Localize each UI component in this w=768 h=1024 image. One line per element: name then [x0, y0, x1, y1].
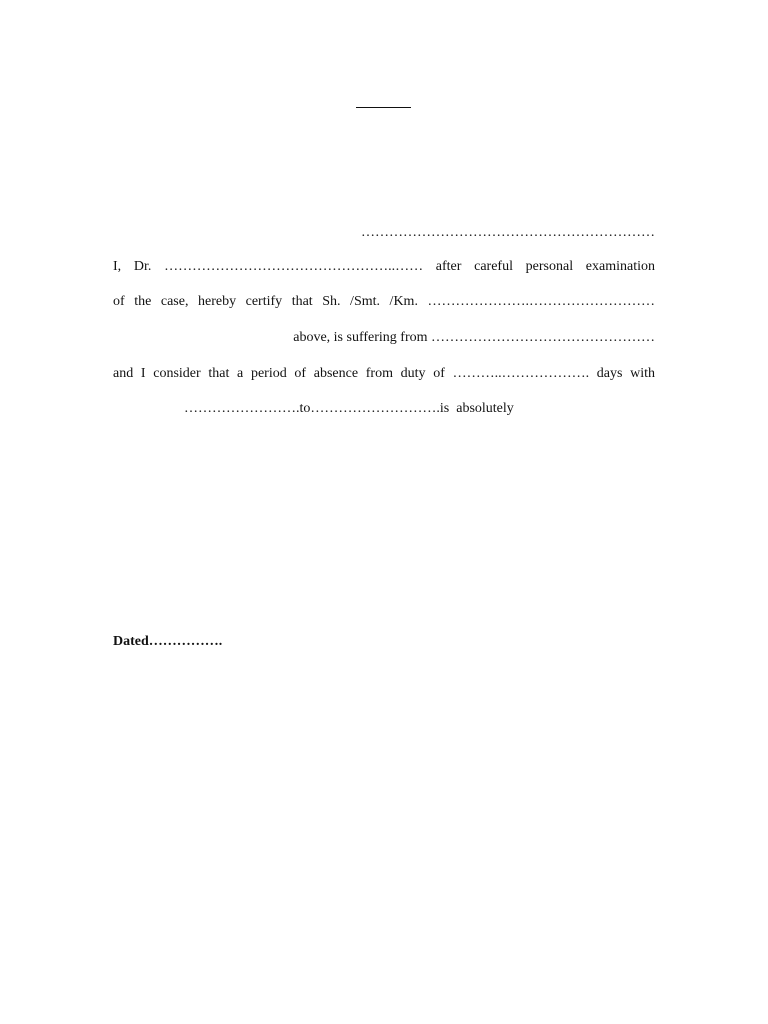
dated-field: Dated……………. [113, 634, 223, 649]
absence-period-line: and I consider that a period of absence from duty of ………..………………. days with [113, 366, 655, 381]
patient-name-line: of the case, hereby certify that Sh. /Smt. /Km. ………………….……………………… [113, 294, 655, 309]
title-underline [356, 107, 411, 108]
date-range-line: …………………….to……………………….is absolutely [184, 401, 514, 416]
doctor-name-line: I, Dr. …………………………………………..…… after careful personal examination [113, 259, 655, 274]
reference-dotted-line: ……………………………………………………… [361, 225, 655, 240]
illness-line: above, is suffering from ………………………………………… [293, 330, 655, 345]
